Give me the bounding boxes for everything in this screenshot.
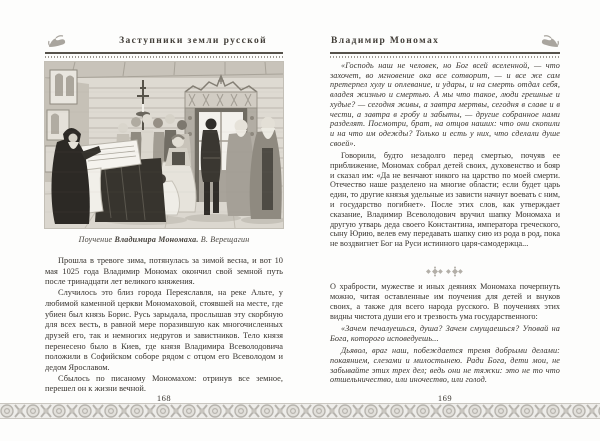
quote-paragraph: «Господь наш не человек, но Бог всей вселенной, — что захочет, во мгновение ока все сотворит, — и все же сам претерпел хулу и оплевание, и удары, и на смерть отдал себя, владея жизнью и смертью. А мы что такое, люди грешные и худые? — сегодня живы, а завтра мертвы, сегодня в славе и в чести, а завтра в гробу и забыты, — другие собранное нами разделят. Посмотри, брат, на отцов наших: что они скопили и на что им одежды? Только и есть у них, что сделали душе своей».	[330, 61, 560, 148]
quote-paragraph: «Зачем печалуешься, душа? Зачем смущаешься? Уповай на Бога, которого исповедуешь...	[330, 324, 560, 343]
page-left	[45, 30, 283, 415]
page-number-left: 168	[156, 393, 172, 403]
caption-title-prefix: Поучение	[78, 235, 113, 244]
section-divider	[330, 264, 560, 276]
paragraph: Прошла в тревоге зима, потянулась за зимой весна, и вот 10 мая 1025 года Владимир Мономах окончил свой земной путь после тринадцати лет великого княжения.	[45, 256, 283, 287]
header-rule	[45, 52, 283, 54]
quote-paragraph: Дьявол, враг наш, побеждается тремя добрыми делами: покаянием, слезами и милостынею. Ради Бога, дети мои, не забывайте этих трех дел; ведь они не тяжки: это не то что отшельничество, или иночество, или голод.	[330, 346, 560, 385]
legend-paragraph-block	[330, 151, 560, 249]
paragraph: Говорили, будто незадолго перед смертью, почуяв ее приближение, Мономах собрал детей своих, духовенство и бояр и сказал им: «Да не венчают никого на царство по моей смерти. Отечество наше разделено на многие области; если будет царь един, то другие князья удельные из зависти начнут воевать с ним, и государство погибнет». После этих слов, как утверждает сказание, Владимир Всеволодович вручил шапку Мономаха и другую утварь деда своего Константина, императора греческого, сыну Юрию, велев ему передавать шапку сию из рода в род, пока не воздвигнет Бог на Руси истинного царя-самодержца...	[330, 151, 560, 249]
paragraph: Случилось это близ города Переяславля, на реке Альте, у любимой каменной церкви Мономаховой, стоявшей на месте, где убиен был князь Борис. Русь зарыдала, прослышав эту скорбную для всех весть, в равной мере поразившую как многочисленных друзей его, так и немногих недругов и завистников. Тело князя перенесено было в Киев, где князя Владимира Всеволодовича положили в Софийском соборе рядом с отцом его Всеволодом и дедом Ярославом.	[45, 288, 283, 373]
header-rule-dotted	[330, 56, 560, 58]
header-rule	[330, 52, 560, 54]
page-number-right: 169	[437, 393, 453, 403]
running-head-left: Заступники земли русской	[119, 36, 267, 46]
soul-quote-block	[330, 324, 560, 344]
floral-knot-divider-icon	[423, 266, 467, 277]
monomakh-quote-block	[330, 61, 560, 148]
monomakh-teaching-illustration	[45, 62, 283, 228]
paragraph: О храбрости, мужестве и иных деяниях Мономаха почерпнуть можно, читая оставленные им поучения для детей и внуков своих, а также для всего народа русского. В поучениях этих видны чистота души его и трезвость ума государственного:	[330, 282, 560, 321]
pouchenia-paragraph-block	[330, 282, 560, 322]
caption-title-main: Владимира Мономаха.	[114, 235, 199, 244]
illustration-caption	[45, 235, 283, 244]
devil-quote-block	[330, 346, 560, 385]
running-head-right: Владимир Мономах	[331, 36, 440, 46]
bottom-border-ornament-icon	[0, 403, 600, 419]
header-rule-dotted	[45, 56, 283, 58]
page-right	[330, 30, 560, 415]
paragraph: Сбылось по писаному Мономахом: отринув все земное, перешел он к жизни вечной.	[45, 373, 283, 394]
caption-artist: В. Верещагин	[200, 235, 250, 244]
left-page-text	[45, 256, 283, 395]
